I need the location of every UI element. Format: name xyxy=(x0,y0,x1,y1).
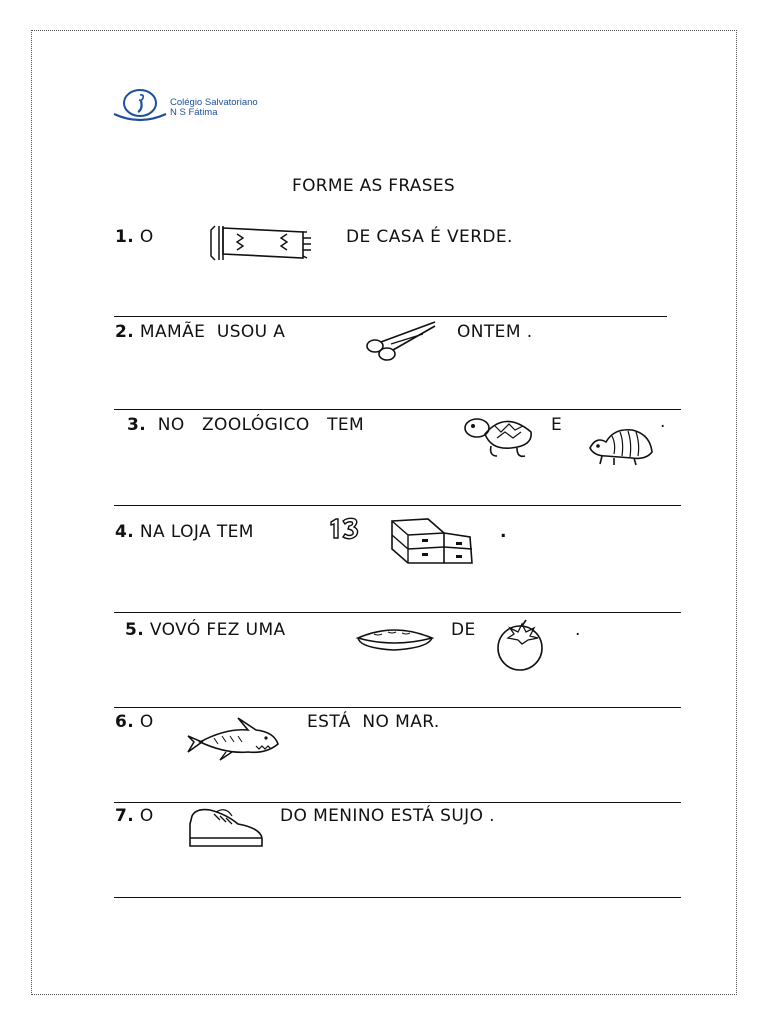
item-1-number: 1. xyxy=(115,227,135,247)
item-5-text-a: VOVÓ FEZ UMA xyxy=(149,620,286,640)
item-5-start xyxy=(125,620,286,640)
item-3-text-c: . xyxy=(660,412,666,432)
item-5-text-c: . xyxy=(575,620,581,640)
item-1-start xyxy=(115,227,154,247)
answer-line-4 xyxy=(114,612,681,613)
pie-icon xyxy=(354,624,436,654)
number-13-icon xyxy=(328,516,362,542)
answer-line-5 xyxy=(114,707,681,708)
item-4-start xyxy=(115,522,254,542)
item-2-number: 2. xyxy=(115,322,135,342)
answer-line-2 xyxy=(114,409,681,410)
item-6-text-a: O xyxy=(139,712,154,732)
armadillo-icon xyxy=(586,422,658,468)
sneaker-icon xyxy=(186,806,266,852)
item-2-text-b: ONTEM . xyxy=(457,322,533,342)
item-7-start xyxy=(115,806,154,826)
turtle-icon xyxy=(461,412,537,462)
item-5-text-b: DE xyxy=(451,620,476,640)
school-logo xyxy=(112,86,302,126)
item-5-number: 5. xyxy=(125,620,145,640)
answer-line-1 xyxy=(114,316,667,317)
item-3-text-a: NO ZOOLÓGICO TEM xyxy=(157,415,365,435)
item-7-text-b: DO MENINO ESTÁ SUJO . xyxy=(280,806,495,826)
item-6-text-b: ESTÁ NO MAR. xyxy=(307,712,440,732)
item-2-text-a: MAMÃE USOU A xyxy=(139,322,286,342)
item-3-text-b: E xyxy=(551,415,563,435)
logo-line-2: N S Fátima xyxy=(170,107,218,118)
item-4-text-b: . xyxy=(500,522,507,542)
item-1-text-b: DE CASA É VERDE. xyxy=(346,227,513,247)
item-3-start xyxy=(127,415,364,435)
item-2-start xyxy=(115,322,285,342)
item-7-text-a: O xyxy=(139,806,154,826)
answer-line-7 xyxy=(114,897,681,898)
worksheet-title: FORME AS FRASES xyxy=(292,176,455,196)
school-emblem-icon xyxy=(112,86,168,126)
item-3-number: 3. xyxy=(127,415,147,435)
item-4-text-a: NA LOJA TEM xyxy=(139,522,254,542)
boxes-icon xyxy=(388,515,476,565)
item-6-number: 6. xyxy=(115,712,135,732)
tomato-icon xyxy=(492,618,552,672)
shark-icon xyxy=(186,716,282,764)
item-6-start xyxy=(115,712,154,732)
page-border xyxy=(31,30,737,995)
answer-line-6 xyxy=(114,802,681,803)
logo-line-1: Colégio Salvatoriano xyxy=(170,97,258,108)
towel-icon xyxy=(207,222,317,262)
item-1-text-a: O xyxy=(139,227,154,247)
item-7-number: 7. xyxy=(115,806,135,826)
item-4-number: 4. xyxy=(115,522,135,542)
answer-line-3 xyxy=(114,505,681,506)
scissors-icon xyxy=(363,318,441,364)
